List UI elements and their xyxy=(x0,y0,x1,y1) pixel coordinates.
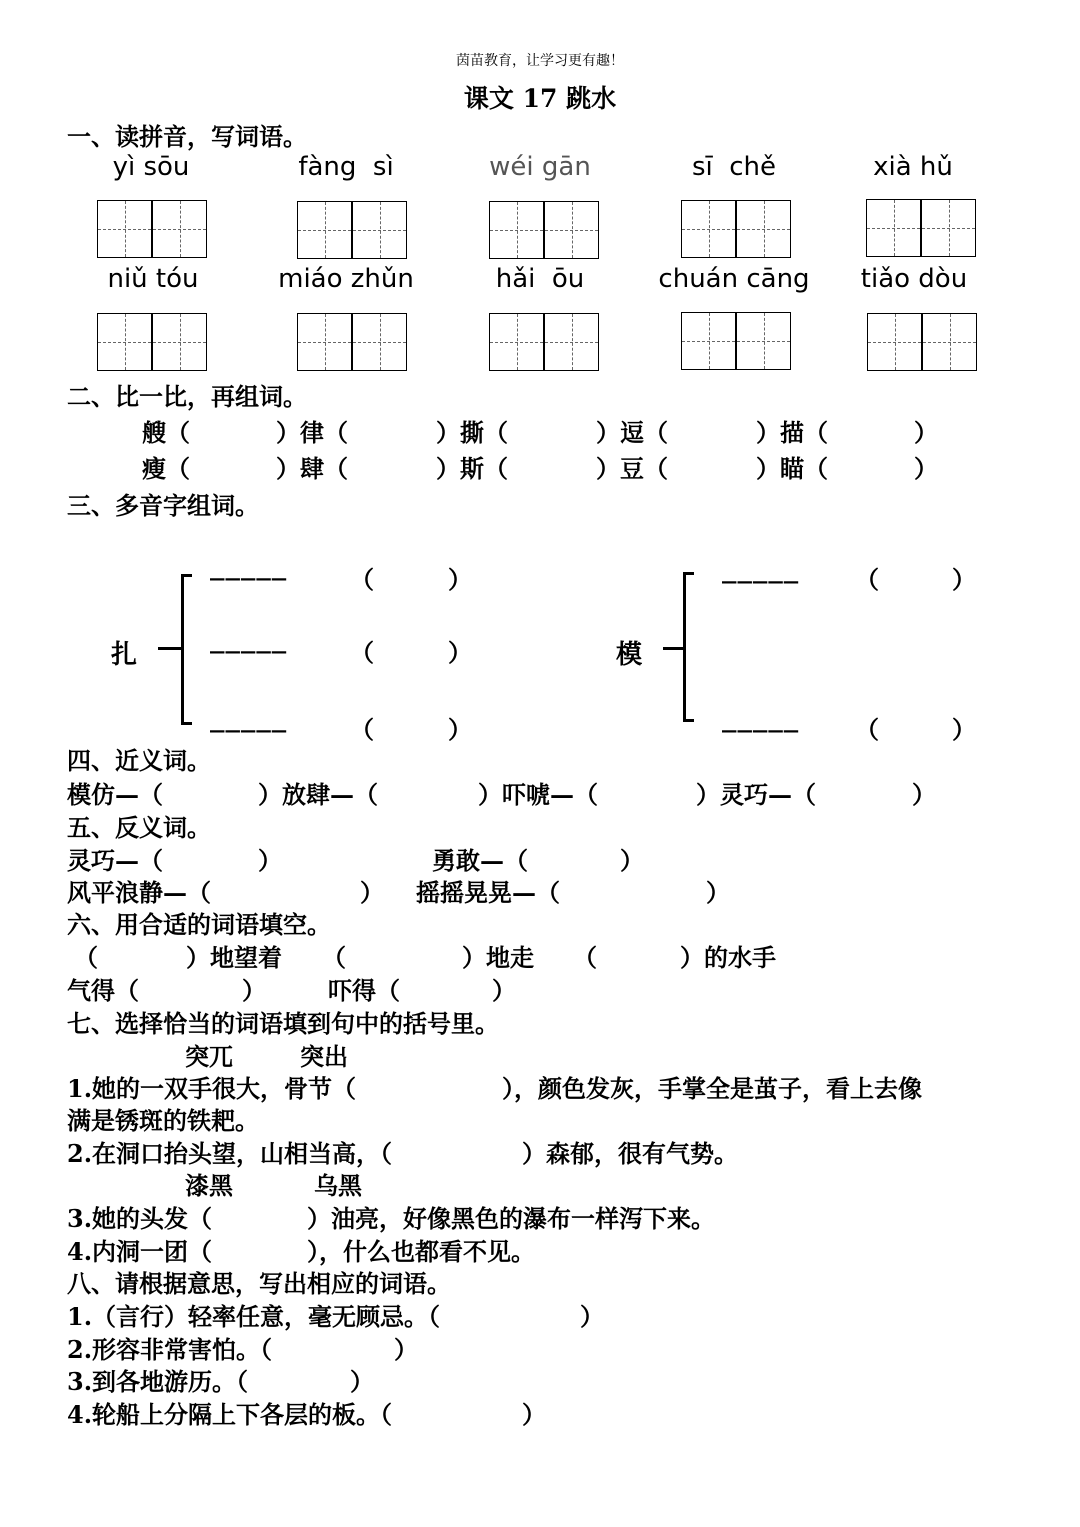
paren-1-2-close: ） xyxy=(448,638,472,667)
option-qihei: 漆黑 xyxy=(185,1171,233,1200)
section-4-heading: 四、近义词。 xyxy=(67,746,211,775)
antonym-3a: 风平浪静—（ xyxy=(67,878,211,907)
polyphone-char-2: 模 xyxy=(616,640,643,670)
antonym-1b: ） xyxy=(258,846,282,875)
section-8-heading: 八、请根据意思，写出相应的词语。 xyxy=(67,1269,451,1298)
pinyin-2-4: chuán cāng xyxy=(658,264,810,294)
antonym-1a: 灵巧—（ xyxy=(67,846,163,875)
def-4-a: 4.轮船上分隔上下各层的板。（ xyxy=(67,1400,393,1429)
paren-1-1-close: ） xyxy=(448,565,472,594)
page-title: 课文 17 跳水 xyxy=(463,84,617,113)
def-4-b: ） xyxy=(522,1400,546,1429)
paren-1-1-open: （ xyxy=(350,565,374,594)
q1-part-c: 满是锈斑的铁耙。 xyxy=(67,1106,259,1135)
synonym-5: ） xyxy=(912,780,936,809)
fill-1-open: （ xyxy=(74,943,98,972)
compare-2-5: ）瞄（ xyxy=(756,454,828,483)
blank-1-1[interactable]: _____ xyxy=(210,553,288,581)
q2-part-b: ）森郁，很有气势。 xyxy=(522,1139,738,1168)
brace-tick-2 xyxy=(663,647,685,650)
def-3-a: 3.到各地游历。（ xyxy=(67,1367,249,1396)
brace-1 xyxy=(181,574,192,725)
q4-part-b: ），什么也都看不见。 xyxy=(307,1237,535,1266)
fill-4-close: ） xyxy=(242,976,266,1005)
fill-3-close: ）的水手 xyxy=(680,943,776,972)
compare-1-1: 艘（ xyxy=(142,418,190,447)
pinyin-2-5: tiǎo dòu xyxy=(860,264,968,294)
pinyin-1-3: wéi gān xyxy=(489,152,591,182)
writing-box-1-3[interactable] xyxy=(489,201,599,259)
writing-box-1-2[interactable] xyxy=(297,201,407,259)
section-1-heading: 一、读拼音，写词语。 xyxy=(67,122,307,151)
writing-box-2-2[interactable] xyxy=(297,313,407,371)
writing-box-2-3[interactable] xyxy=(489,313,599,371)
blank-2-1[interactable]: _____ xyxy=(722,556,800,584)
fill-4-open: 气得（ xyxy=(67,976,139,1005)
def-2-a: 2.形容非常害怕。（ xyxy=(67,1335,273,1364)
section-5-heading: 五、反义词。 xyxy=(67,813,211,842)
q3-part-b: ）油亮，好像黑色的瀑布一样泻下来。 xyxy=(307,1204,715,1233)
writing-box-1-1[interactable] xyxy=(97,200,207,258)
polyphone-char-1: 扎 xyxy=(111,640,138,670)
paren-2-1-open: （ xyxy=(855,565,879,594)
paren-2-2-close: ） xyxy=(952,715,976,744)
compare-1-2: ）律（ xyxy=(276,418,348,447)
antonym-2b: ） xyxy=(620,846,644,875)
brace-2 xyxy=(683,572,694,722)
pinyin-1-4: sī chě xyxy=(691,152,777,182)
blank-1-2[interactable]: _____ xyxy=(210,626,288,654)
def-1-b: ） xyxy=(580,1302,604,1331)
synonym-3: ）吓唬—（ xyxy=(478,780,598,809)
q3-part-a: 3.她的头发（ xyxy=(67,1204,213,1233)
writing-box-1-4[interactable] xyxy=(681,200,791,258)
fill-1-close: ）地望着 xyxy=(186,943,282,972)
section-2-heading: 二、比一比，再组词。 xyxy=(67,382,307,411)
synonym-4: ）灵巧—（ xyxy=(696,780,816,809)
pinyin-1-1: yì sōu xyxy=(112,152,190,182)
writing-box-2-5[interactable] xyxy=(867,313,977,371)
option-wuhei: 乌黑 xyxy=(314,1171,362,1200)
fill-2-close: ）地走 xyxy=(462,943,534,972)
blank-2-2[interactable]: _____ xyxy=(722,705,800,733)
compare-2-6: ） xyxy=(914,454,938,483)
writing-box-1-5[interactable] xyxy=(866,199,976,257)
fill-3-open: （ xyxy=(573,943,597,972)
def-3-b: ） xyxy=(350,1367,374,1396)
fill-5-open: 吓得（ xyxy=(328,976,400,1005)
antonym-4a: 摇摇晃晃—（ xyxy=(416,878,560,907)
section-6-heading: 六、用合适的词语填空。 xyxy=(67,910,331,939)
compare-2-2: ）肆（ xyxy=(276,454,348,483)
pinyin-2-3: hǎi ōu xyxy=(495,264,585,294)
antonym-4b: ） xyxy=(706,878,730,907)
option-tuchu: 突出 xyxy=(300,1042,348,1071)
section-7-heading: 七、选择恰当的词语填到句中的括号里。 xyxy=(67,1009,499,1038)
blank-1-3[interactable]: _____ xyxy=(210,705,288,733)
section-3-heading: 三、多音字组词。 xyxy=(67,491,259,520)
fill-5-close: ） xyxy=(492,976,516,1005)
writing-box-2-4[interactable] xyxy=(681,312,791,370)
def-2-b: ） xyxy=(394,1335,418,1364)
paren-2-1-close: ） xyxy=(952,565,976,594)
antonym-3b: ） xyxy=(360,878,384,907)
pinyin-2-2: miáo zhǔn xyxy=(278,264,414,294)
synonym-1: 模仿—（ xyxy=(67,780,163,809)
paren-1-3-open: （ xyxy=(350,715,374,744)
pinyin-2-1: niǔ tóu xyxy=(107,264,199,294)
paren-1-3-close: ） xyxy=(448,715,472,744)
compare-2-4: ）豆（ xyxy=(596,454,668,483)
q1-part-a: 1.她的一双手很大，骨节（ xyxy=(67,1074,357,1103)
compare-1-3: ）撕（ xyxy=(436,418,508,447)
q4-part-a: 4.内洞一团（ xyxy=(67,1237,213,1266)
paren-2-2-open: （ xyxy=(855,715,879,744)
slogan: 茵苗教育，让学习更有趣！ xyxy=(456,53,624,69)
compare-1-6: ） xyxy=(914,418,938,447)
q1-part-b: ），颜色发灰，手掌全是茧子，看上去像 xyxy=(502,1074,922,1103)
synonym-2: ）放肆—（ xyxy=(258,780,378,809)
def-1-a: 1.（言行）轻率任意，毫无顾忌。（ xyxy=(67,1302,441,1331)
compare-2-1: 瘦（ xyxy=(142,454,190,483)
q2-part-a: 2.在洞口抬头望，山相当高，（ xyxy=(67,1139,393,1168)
antonym-2a: 勇敢—（ xyxy=(432,846,528,875)
compare-2-3: ）斯（ xyxy=(436,454,508,483)
pinyin-1-2: fàng sì xyxy=(298,152,394,182)
compare-1-4: ）逗（ xyxy=(596,418,668,447)
writing-box-2-1[interactable] xyxy=(97,313,207,371)
option-tuwu: 突兀 xyxy=(185,1042,233,1071)
pinyin-1-5: xià hǔ xyxy=(873,152,953,182)
fill-2-open: （ xyxy=(322,943,346,972)
paren-1-2-open: （ xyxy=(350,638,374,667)
compare-1-5: ）描（ xyxy=(756,418,828,447)
